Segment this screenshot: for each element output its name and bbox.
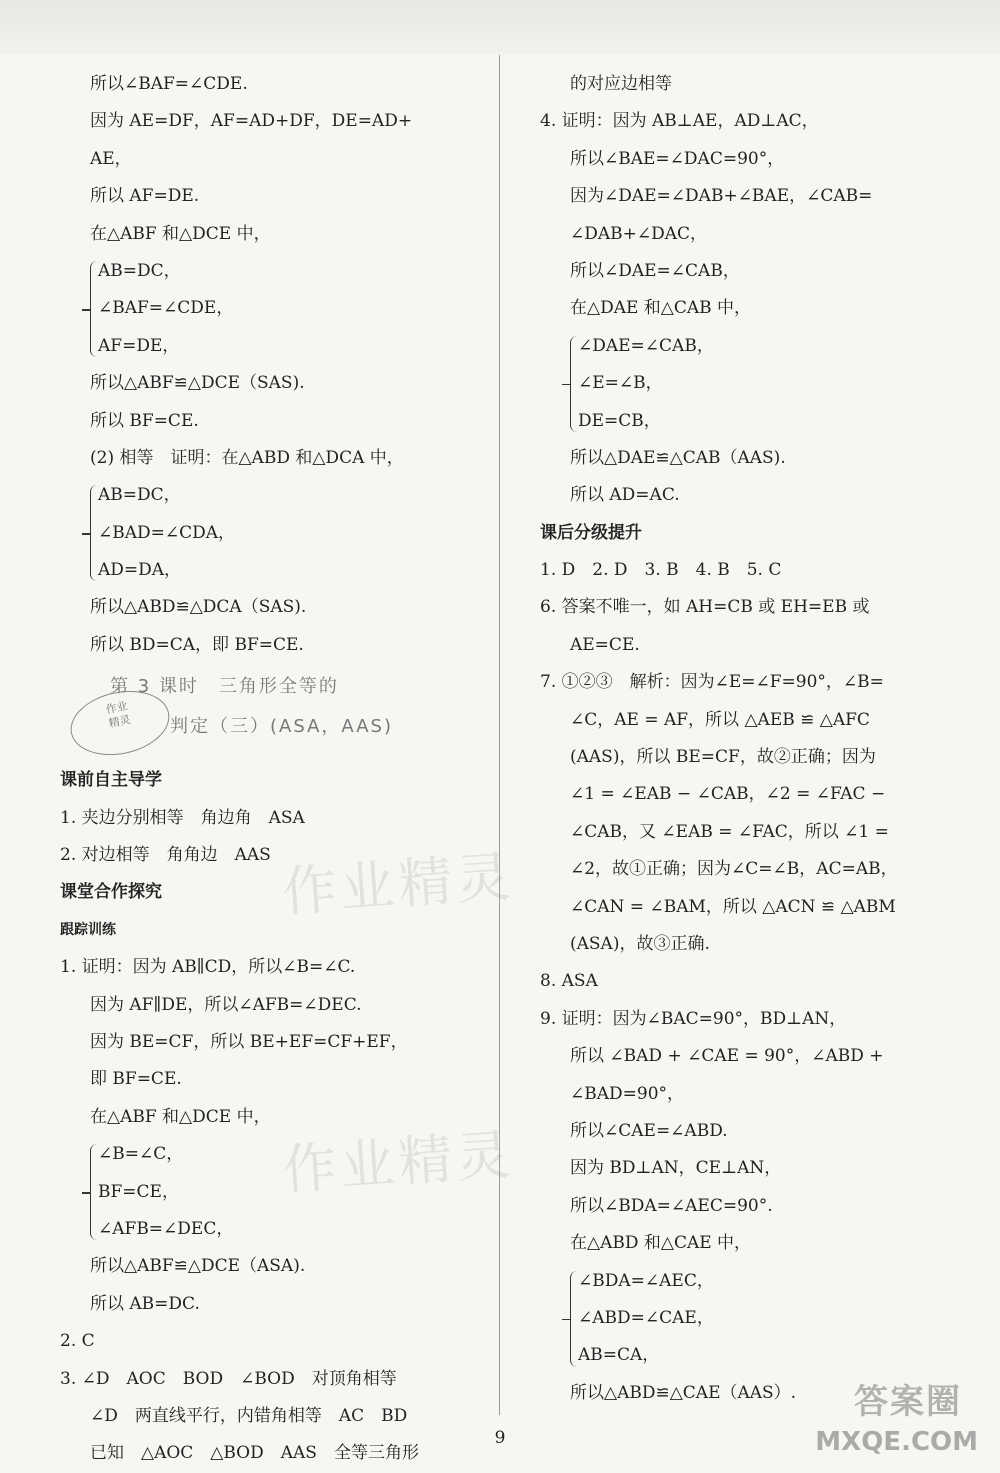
text-line: ∠C，AE = AF，所以 △AEB ≌ △AFC (570, 709, 870, 730)
condition-line: AF=DE， (98, 335, 180, 356)
watermark: 作业精灵 (280, 1122, 517, 1203)
text-line: 即 BF=CE. (90, 1069, 182, 1090)
condition-line: ∠BDA=∠AEC， (578, 1270, 714, 1291)
text-line: ∠CAB，又 ∠EAB = ∠FAC，所以 ∠1 = (570, 821, 889, 842)
corner-logo-top: 答案圈 (854, 1382, 962, 1422)
text-line: 所以 BD=CA，即 BF=CE. (90, 634, 304, 655)
text-line: 所以△DAE≌△CAB（AAS). (570, 447, 786, 468)
condition-line: ∠DAE=∠CAB， (578, 335, 714, 356)
corner-logo-bottom: MXQE.COM (815, 1427, 978, 1457)
text-line: 所以△ABD≌△CAE（AAS）. (570, 1382, 797, 1403)
condition-line: AB=DC， (98, 260, 181, 281)
condition-line: ∠BAF=∠CDE， (98, 298, 234, 319)
text-line: 已知 △AOC △BOD AAS 全等三角形 (90, 1443, 419, 1464)
text-line: 所以 AB=DC. (90, 1293, 200, 1314)
condition-line: BF=CE， (98, 1181, 179, 1202)
brace-icon (570, 336, 577, 432)
brace-icon (570, 1271, 577, 1367)
text-line: 8. ASA (540, 971, 598, 992)
text-line: 所以∠BDA=∠AEC=90°. (570, 1195, 773, 1216)
right-column (540, 66, 960, 1412)
brace-icon (90, 261, 97, 357)
text-line: 所以△ABF≌△DCE（SAS). (90, 373, 305, 394)
text-line: 在△ABF 和△DCE 中， (90, 1106, 271, 1127)
corner-logo (802, 1383, 992, 1463)
condition-line: ∠ABD=∠CAE， (578, 1307, 714, 1328)
brace-icon (90, 1144, 97, 1240)
text-line: 所以 ∠BAD + ∠CAE = 90°，∠ABD + (570, 1046, 884, 1067)
lesson-heading-line2: 判定（三）(ASA，AAS) (170, 716, 393, 738)
condition-line: ∠BAD=∠CDA， (98, 522, 236, 543)
text-line: AE=CE. (570, 634, 640, 655)
condition-brace-group (60, 477, 480, 589)
text-line: 所以∠BAE=∠DAC=90°， (570, 148, 785, 169)
text-line: 3. ∠D AOC BOD ∠BOD 对顶角相等 (60, 1368, 397, 1389)
text-line: 所以 AD=AC. (570, 485, 680, 506)
text-line: 因为∠DAE=∠DAB+∠BAE，∠CAB= (570, 186, 873, 207)
text-line: 1. 证明：因为 AB∥CD，所以∠B=∠C. (60, 957, 356, 978)
condition-brace-group (540, 1263, 960, 1375)
text-line: 所以∠DAE=∠CAB， (570, 260, 740, 281)
text-line: 所以△ABD≌△DCA（SAS). (90, 597, 307, 618)
text-line: ∠2，故①正确；因为∠C=∠B，AC=AB， (570, 859, 898, 880)
left-column (60, 66, 480, 1473)
text-line: 7. ①②③ 解析：因为∠E=∠F=90°，∠B= (540, 672, 884, 693)
text-line: 在△ABD 和△CAE 中， (570, 1233, 752, 1254)
text-line: 所以∠CAE=∠ABD. (570, 1120, 728, 1141)
condition-line: ∠B=∠C， (98, 1144, 184, 1165)
text-line: 1. D 2. D 3. B 4. B 5. C (540, 560, 782, 581)
brace-icon (90, 485, 97, 581)
text-line: 的对应边相等 (570, 74, 672, 94)
text-line: (AAS)，所以 BE=CF，故②正确；因为 (570, 747, 876, 768)
text-line: ∠CAN = ∠BAM，所以 △ACN ≌ △ABM (570, 896, 896, 917)
text-line: 2. C (60, 1331, 95, 1352)
text-line: ∠DAB+∠DAC， (570, 223, 708, 244)
condition-line: ∠E=∠B， (578, 373, 663, 394)
section-title: 课堂合作探究 (60, 882, 162, 903)
text-line: ∠BAD=90°， (570, 1083, 685, 1104)
text-line: (ASA)，故③正确. (570, 933, 710, 954)
text-line: 6. 答案不唯一，如 AH=CB 或 EH=EB 或 (540, 597, 870, 618)
text-line: AE， (90, 148, 132, 169)
text-line: 9. 证明：因为∠BAC=90°，BD⊥AN， (540, 1008, 847, 1029)
text-line: 2. 对边相等 角角边 AAS (60, 845, 271, 866)
condition-line: AD=DA， (98, 560, 182, 581)
watermark: 作业精灵 (280, 844, 517, 925)
section-title: 课前自主导学 (60, 770, 162, 791)
text-line: 在△ABF 和△DCE 中， (90, 223, 271, 244)
text-line: ∠D 两直线平行，内错角相等 AC BD (90, 1405, 408, 1426)
stamp-icon: 作业 精灵 (65, 683, 176, 764)
scan-top-band (0, 0, 1000, 55)
text-line: 因为 BE=CF，所以 BE+EF=CF+EF， (90, 1031, 408, 1052)
column-divider (499, 55, 500, 1415)
page-number: 9 (494, 1428, 506, 1448)
condition-brace-group (60, 253, 480, 365)
section-title: 课后分级提升 (540, 522, 642, 543)
condition-line: AB=CA， (578, 1345, 660, 1366)
text-line: 所以 BF=CE. (90, 410, 199, 431)
text-line: 所以△ABF≌△DCE（ASA). (90, 1256, 306, 1277)
text-line: (2) 相等 证明：在△ABD 和△DCA 中， (90, 447, 404, 468)
condition-line: AB=DC， (98, 485, 181, 506)
text-line: 1. 夹边分别相等 角边角 ASA (60, 807, 305, 828)
text-line: 因为 BD⊥AN，CE⊥AN， (570, 1158, 782, 1179)
lesson-heading (60, 670, 480, 758)
text-line: 所以∠BAF=∠CDE. (90, 74, 248, 94)
text-line: 所以 AF=DE. (90, 186, 200, 207)
condition-line: DE=CB， (578, 410, 661, 431)
text-line: 4. 证明：因为 AB⊥AE，AD⊥AC， (540, 111, 819, 132)
text-line: 在△DAE 和△CAB 中， (570, 298, 752, 319)
lesson-heading-line1: 第 3 课时 三角形全等的 (110, 676, 339, 698)
text-line: ∠1 = ∠EAB − ∠CAB，∠2 = ∠FAC − (570, 784, 886, 805)
text-line: 因为 AF∥DE，所以∠AFB=∠DEC. (90, 994, 362, 1015)
condition-brace-group (540, 328, 960, 440)
text-line: 因为 AE=DF，AF=AD+DF，DE=AD+ (90, 111, 413, 132)
subsection-title: 跟踪训练 (60, 921, 116, 938)
condition-line: ∠AFB=∠DEC， (98, 1218, 234, 1239)
